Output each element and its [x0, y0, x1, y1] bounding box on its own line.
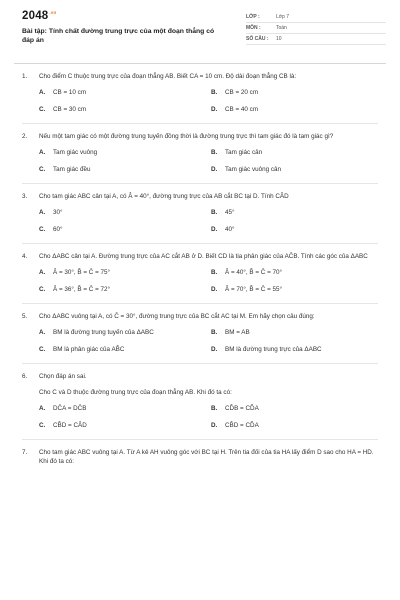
option-d[interactable]	[211, 165, 378, 174]
question-number: 3.	[22, 193, 28, 200]
option-a[interactable]	[39, 148, 211, 157]
option-b[interactable]	[211, 88, 378, 97]
option-grid	[22, 268, 378, 294]
option-text: CB = 40 cm	[225, 106, 259, 113]
option-text: Â = 30°, B̂ = Ĉ = 75°	[53, 269, 111, 276]
option-a[interactable]	[39, 208, 211, 217]
option-a[interactable]	[39, 404, 211, 413]
option-b[interactable]	[211, 404, 378, 413]
option-key: A.	[39, 149, 46, 156]
option-d[interactable]	[211, 421, 378, 430]
option-b[interactable]	[211, 148, 378, 157]
option-key: B.	[211, 209, 218, 216]
option-text: CB̂D = CÂD	[53, 422, 87, 429]
meta-label: SỐ CÂU :	[246, 36, 269, 42]
question-text: Nếu một tam giác có một đường trung tuyến đồng thời là đường trung trực thì tam giác đó là tam giác gì?	[39, 133, 334, 140]
question-number: 4.	[22, 253, 28, 260]
option-text: Tam giác đều	[53, 166, 91, 173]
question-number: 1.	[22, 73, 28, 80]
option-c[interactable]	[39, 105, 211, 114]
option-d[interactable]	[211, 225, 378, 234]
option-key: D.	[211, 166, 218, 173]
option-c[interactable]	[39, 225, 211, 234]
option-text: Tam giác vuông	[53, 149, 98, 156]
logo-suffix: .vn	[49, 10, 57, 15]
question-text: Cho ΔABC vuông tại A, có Ĉ = 30°, đường trung trực của BC cắt AC tại M. Em hãy chọn câu đúng:	[39, 313, 315, 320]
question-number: 2.	[22, 133, 28, 140]
meta-label: MÔN :	[246, 25, 261, 31]
option-text: 45°	[225, 209, 235, 216]
option-a[interactable]	[39, 88, 211, 97]
question-3	[22, 184, 378, 244]
option-text: 30°	[53, 209, 63, 216]
question-5	[22, 304, 378, 364]
meta-label: LỚP :	[246, 14, 260, 20]
option-text: BM = AB	[225, 329, 250, 336]
option-key: A.	[39, 329, 46, 336]
option-a[interactable]	[39, 328, 211, 337]
question-stem	[22, 192, 378, 201]
option-key: D.	[211, 422, 218, 429]
option-text: 60°	[53, 226, 63, 233]
option-key: A.	[39, 209, 46, 216]
question-number: 6.	[22, 373, 28, 380]
worksheet-header	[14, 0, 386, 64]
option-key: B.	[211, 329, 218, 336]
option-key: D.	[211, 346, 218, 353]
option-key: B.	[211, 269, 218, 276]
option-key: A.	[39, 269, 46, 276]
option-key: B.	[211, 89, 218, 96]
meta-row-subject	[246, 23, 386, 34]
meta-value: Lớp 7	[276, 14, 290, 20]
logo-text: 2048	[22, 10, 49, 22]
question-text: Cho điểm C thuộc trung trực của đoạn thẳng AB. Biết CA = 10 cm. Độ dài đoạn thẳng CB là:	[39, 73, 297, 80]
option-grid	[22, 328, 378, 354]
question-1	[22, 64, 378, 124]
question-text: Cho ΔABC cân tại A. Đường trung trực của AC cắt AB ở D. Biết CD là tia phân giác của AĈB. Tính các góc của ΔABC	[39, 253, 368, 260]
question-text: Chọn đáp án sai.	[39, 373, 87, 380]
option-key: C.	[39, 106, 46, 113]
question-number: 5.	[22, 313, 28, 320]
option-text: Tam giác cân	[225, 149, 263, 156]
option-key: D.	[211, 226, 218, 233]
option-grid	[22, 208, 378, 234]
meta-panel	[246, 10, 386, 63]
option-c[interactable]	[39, 345, 211, 354]
option-d[interactable]	[211, 345, 378, 354]
option-text: CB = 20 cm	[225, 89, 259, 96]
option-grid	[22, 88, 378, 114]
question-list	[14, 64, 386, 475]
option-d[interactable]	[211, 285, 378, 294]
option-text: DĈA = DĈB	[53, 405, 87, 412]
option-text: Â = 36°, B̂ = Ĉ = 72°	[53, 286, 111, 293]
option-a[interactable]	[39, 268, 211, 277]
question-stem	[22, 372, 378, 381]
option-text: CB = 30 cm	[53, 106, 87, 113]
header-left	[14, 10, 246, 63]
option-text: 40°	[225, 226, 235, 233]
option-c[interactable]	[39, 165, 211, 174]
option-c[interactable]	[39, 421, 211, 430]
option-b[interactable]	[211, 328, 378, 337]
question-stem	[22, 312, 378, 321]
meta-value: Toán	[276, 25, 287, 31]
option-b[interactable]	[211, 268, 378, 277]
question-number: 7.	[22, 449, 28, 456]
option-key: D.	[211, 286, 218, 293]
option-key: C.	[39, 226, 46, 233]
option-key: D.	[211, 106, 218, 113]
question-2	[22, 124, 378, 184]
question-4	[22, 244, 378, 304]
option-key: C.	[39, 346, 46, 353]
option-grid	[22, 404, 378, 430]
question-stem	[22, 72, 378, 81]
option-key: B.	[211, 149, 218, 156]
option-text: BM là phân giác của AB̂C	[53, 346, 125, 353]
option-d[interactable]	[211, 105, 378, 114]
question-text: Cho tam giác ABC cân tại A, có Â = 40°, đường trung trực của AB cắt BC tại D. Tính CÂD	[39, 193, 289, 200]
option-text: BM là đường trung trực của ΔABC	[225, 346, 322, 353]
option-key: C.	[39, 286, 46, 293]
option-text: CB = 10 cm	[53, 89, 87, 96]
meta-row-class	[246, 12, 386, 23]
option-text: Â = 70°, B̂ = Ĉ = 55°	[225, 286, 283, 293]
option-key: B.	[211, 405, 218, 412]
option-b[interactable]	[211, 208, 378, 217]
option-text: Tam giác vuông cân	[225, 166, 282, 173]
page-title: Bài tập: Tính chất đường trung trực của một đoạn thẳng có đáp án	[22, 28, 215, 44]
question-7	[22, 440, 378, 475]
option-key: A.	[39, 405, 46, 412]
option-key: A.	[39, 89, 46, 96]
option-c[interactable]	[39, 285, 211, 294]
option-grid	[22, 148, 378, 174]
option-text: CB̂D = CD̂A	[225, 422, 259, 429]
site-logo[interactable]	[22, 10, 246, 22]
option-text: BM là đường trung tuyến của ΔABC	[53, 329, 154, 336]
meta-row-count	[246, 34, 386, 45]
option-key: C.	[39, 422, 46, 429]
option-text: CD̂B = CD̂A	[225, 405, 259, 412]
meta-value: 10	[276, 36, 282, 42]
option-key: C.	[39, 166, 46, 173]
option-text: Â = 40°, B̂ = Ĉ = 70°	[225, 269, 283, 276]
question-stem	[22, 252, 378, 261]
question-6	[22, 364, 378, 440]
question-stem	[22, 132, 378, 141]
question-subtext: Cho C và D thuộc đường trung trực của đoạn thẳng AB. Khi đó ta có:	[39, 389, 232, 396]
question-stem	[22, 448, 378, 466]
question-text: Cho tam giác ABC vuông tại A. Từ A kẻ AH vuông góc với BC tại H. Trên tia đối của tia HA lấy điểm D sao cho HA = HD. Khi đó ta có:	[39, 449, 374, 465]
